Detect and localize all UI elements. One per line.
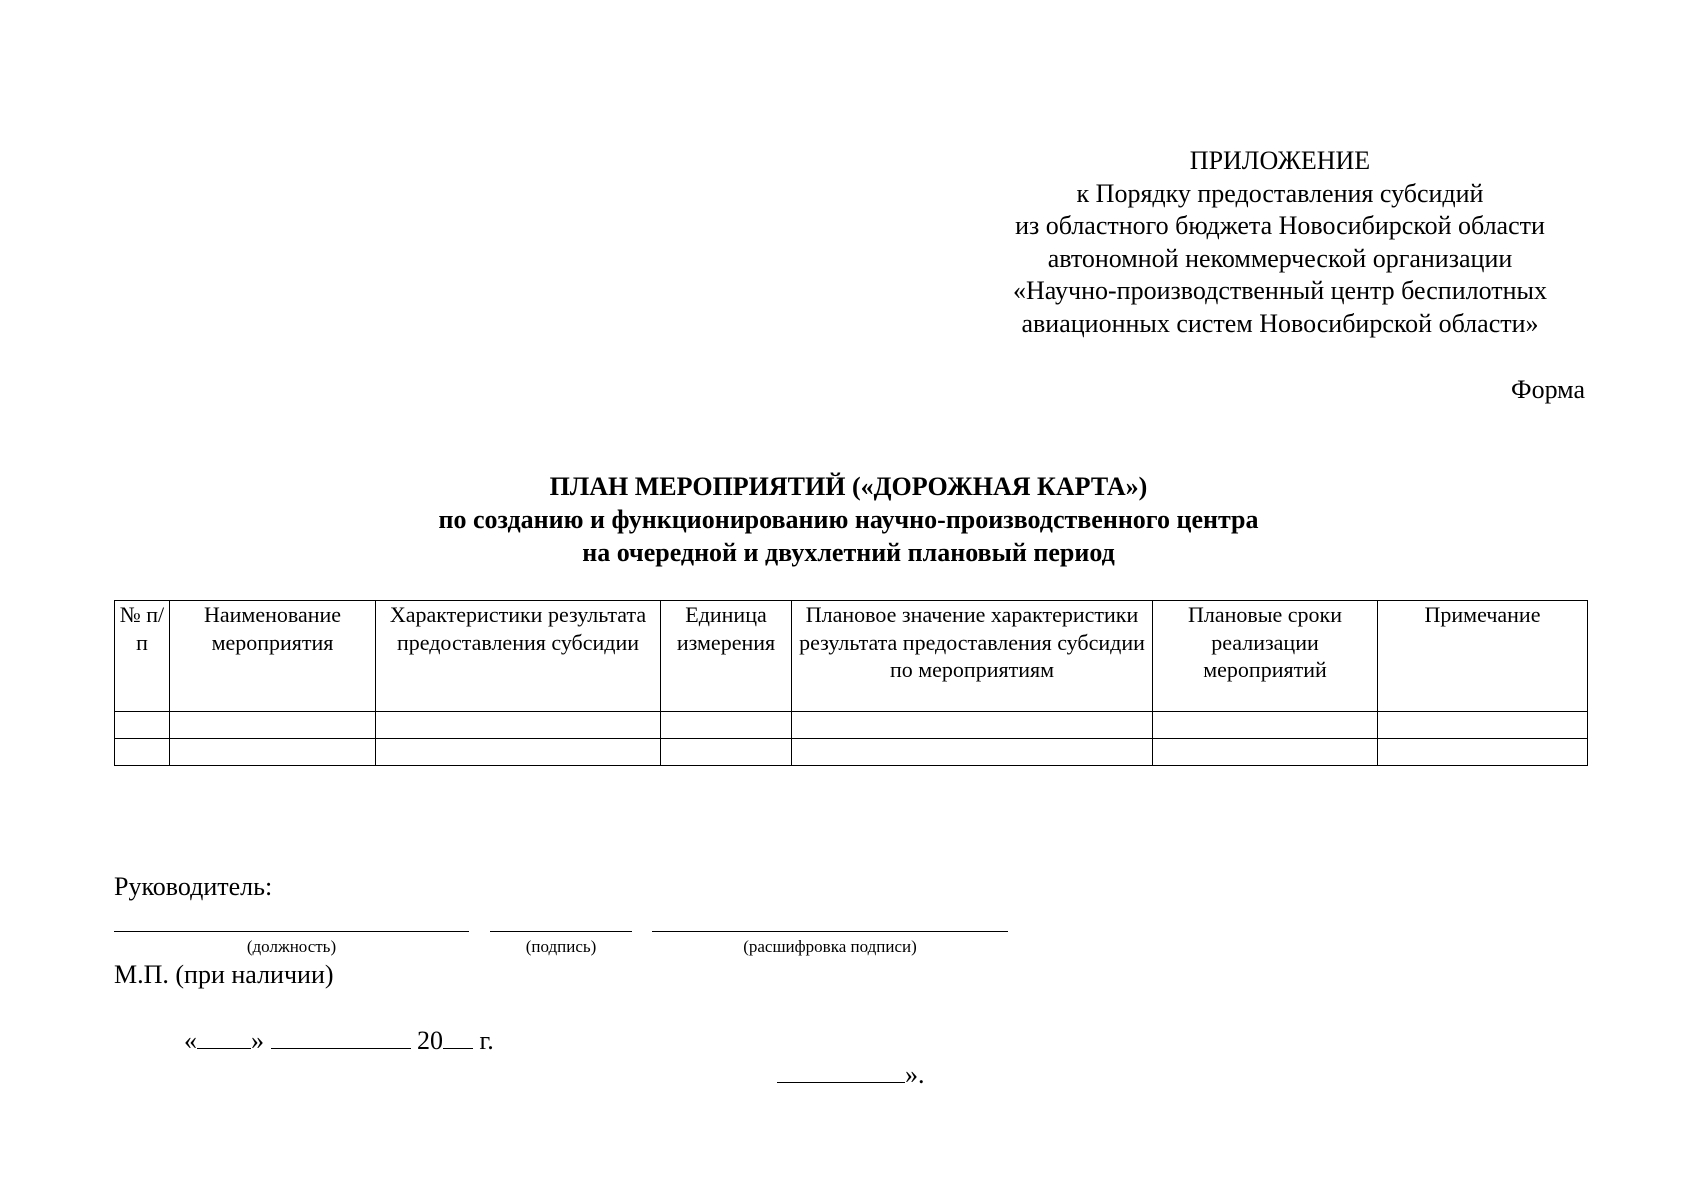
table-cell[interactable] xyxy=(115,739,170,766)
table-cell[interactable] xyxy=(376,739,661,766)
col-header-result-characteristics: Характеристики результата предоставления субсидии xyxy=(376,601,661,712)
end-row xyxy=(777,1058,925,1091)
end-blank[interactable] xyxy=(777,1058,905,1083)
table-cell[interactable] xyxy=(792,739,1153,766)
position-line[interactable] xyxy=(114,931,469,932)
appendix-line: «Научно-производственный центр беспилотных xyxy=(1013,276,1547,305)
appendix-line: из областного бюджета Новосибирской области xyxy=(1015,211,1545,240)
table-cell[interactable] xyxy=(661,739,792,766)
date-close-quote: » xyxy=(251,1026,264,1055)
stamp-label: М.П. (при наличии) xyxy=(114,960,334,989)
appendix-block xyxy=(960,145,1600,340)
table-cell[interactable] xyxy=(376,712,661,739)
day-blank[interactable] xyxy=(197,1024,251,1049)
form-label: Форма xyxy=(1511,375,1585,404)
position-caption: (должность) xyxy=(246,937,337,956)
col-header-note: Примечание xyxy=(1378,601,1588,712)
date-row xyxy=(184,1024,494,1057)
year-blank[interactable] xyxy=(443,1024,473,1049)
table-cell[interactable] xyxy=(115,712,170,739)
month-blank[interactable] xyxy=(271,1024,411,1049)
table-cell[interactable] xyxy=(1378,712,1588,739)
plan-table xyxy=(114,600,1588,766)
plan-subtitle-line: по созданию и функционированию научно-производственного центра xyxy=(438,505,1259,534)
year-prefix: 20 xyxy=(417,1026,443,1055)
signature-decoding-line[interactable] xyxy=(652,931,1008,932)
appendix-title: ПРИЛОЖЕНИЕ xyxy=(1189,146,1371,175)
table-row xyxy=(115,712,1588,739)
col-header-activity-name: Наименование мероприятия xyxy=(170,601,376,712)
appendix-line: авиационных систем Новосибирской области» xyxy=(1021,308,1539,338)
table-cell[interactable] xyxy=(792,712,1153,739)
date-open-quote: « xyxy=(184,1026,197,1055)
table-cell[interactable] xyxy=(1153,739,1378,766)
table-cell[interactable] xyxy=(661,712,792,739)
decoding-caption: (расшифровка подписи) xyxy=(743,937,917,956)
table-header-row xyxy=(115,601,1588,712)
table-cell[interactable] xyxy=(170,712,376,739)
signature-caption: (подпись) xyxy=(525,937,597,956)
col-header-planned-dates: Плановые сроки реализации мероприятий xyxy=(1153,601,1378,712)
col-header-planned-value: Плановое значение характеристики результата предоставления субсидии по мероприятиям xyxy=(792,601,1153,712)
end-mark: ». xyxy=(905,1060,925,1089)
appendix-line: к Порядку предоставления субсидий xyxy=(1076,178,1484,208)
table-cell[interactable] xyxy=(1153,712,1378,739)
table-row xyxy=(115,739,1588,766)
head-label: Руководитель: xyxy=(114,872,273,901)
plan-title xyxy=(0,470,1697,569)
col-header-unit: Единица измерения xyxy=(661,601,792,712)
plan-subtitle-line: на очередной и двухлетний плановый период xyxy=(582,538,1115,567)
table-cell[interactable] xyxy=(170,739,376,766)
year-suffix: г. xyxy=(479,1026,494,1055)
col-header-number: № п/п xyxy=(115,601,170,712)
plan-title-line: ПЛАН МЕРОПРИЯТИЙ («ДОРОЖНАЯ КАРТА») xyxy=(549,472,1148,501)
appendix-line: автономной некоммерческой организации xyxy=(1047,243,1513,273)
signature-line[interactable] xyxy=(490,931,632,932)
table-cell[interactable] xyxy=(1378,739,1588,766)
